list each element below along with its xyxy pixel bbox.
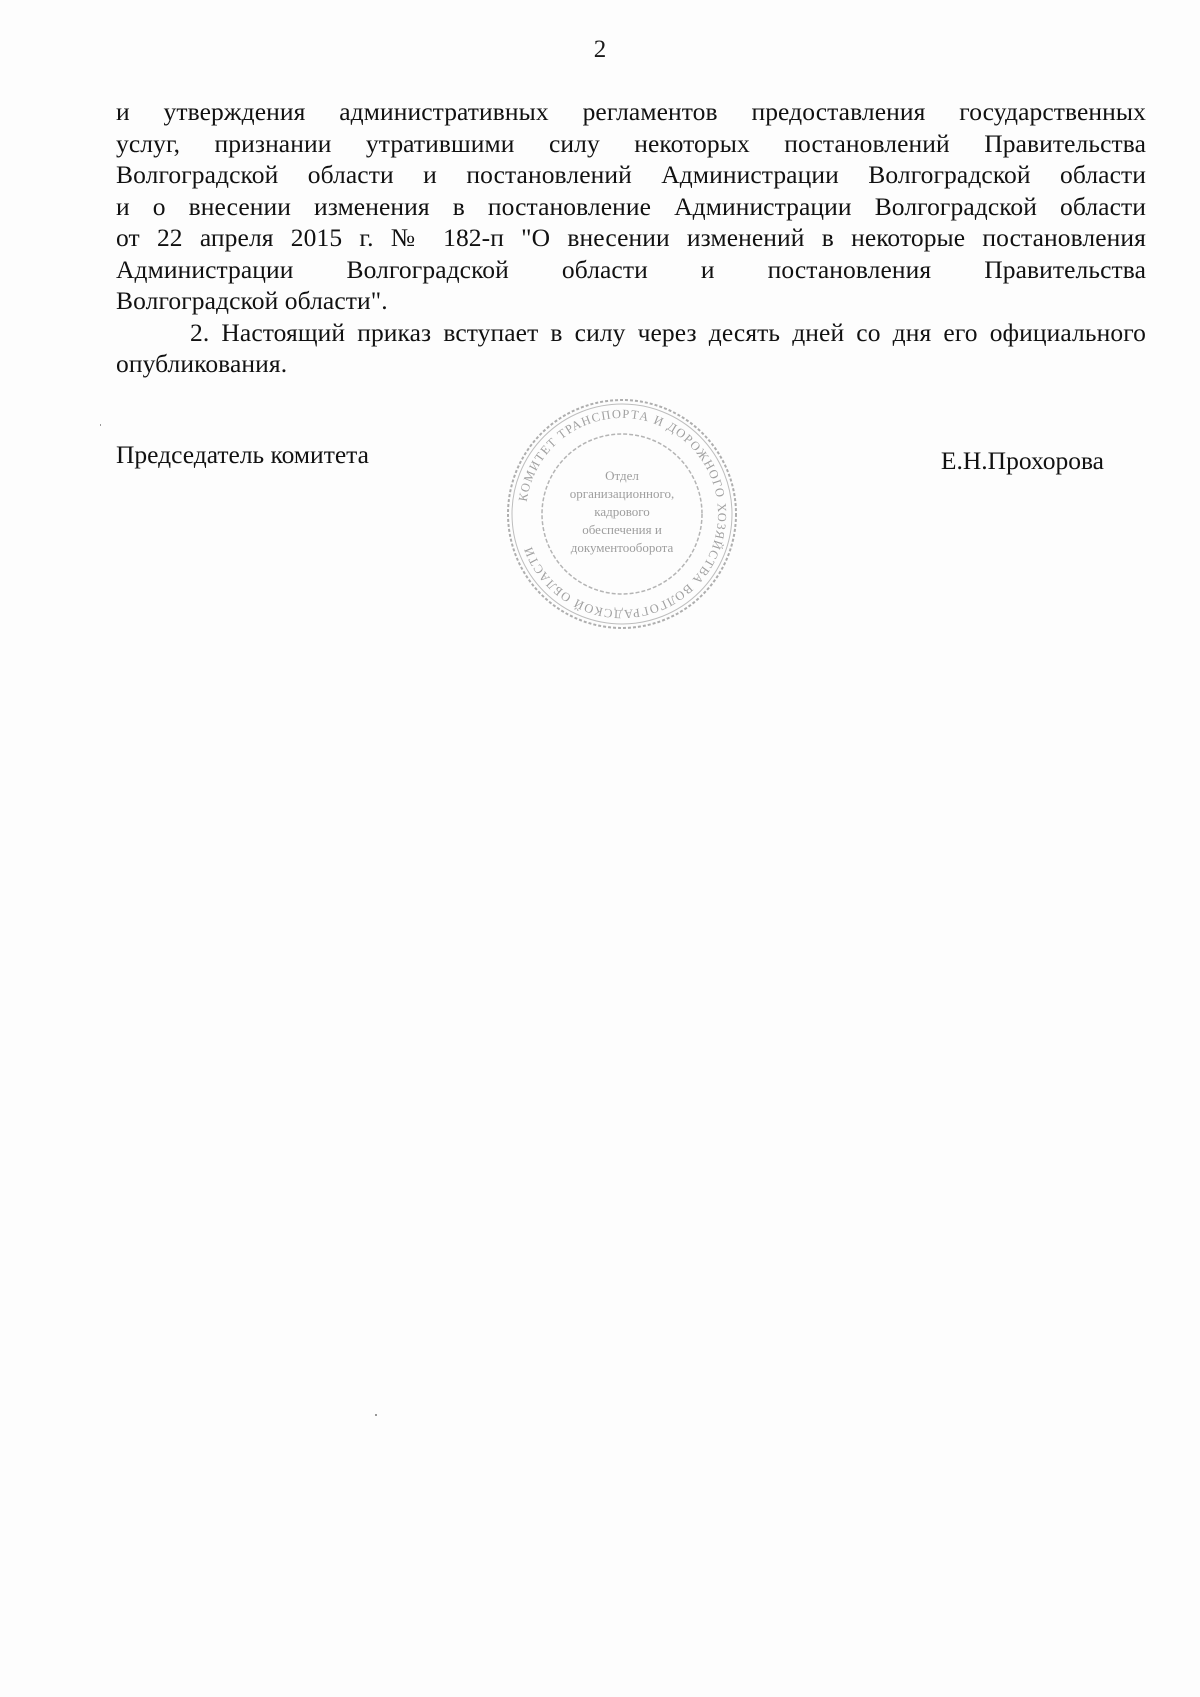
stamp-inner-line: Отдел — [605, 468, 639, 483]
stamp-inner-line: документооборота — [570, 540, 674, 555]
paragraph-1-line: и утверждения административных регламентов предоставления государственных — [116, 97, 1146, 126]
page-number: 2 — [593, 36, 607, 63]
paragraph-1-line: Администрации Волгоградской области и постановления Правительства — [116, 254, 1146, 284]
official-stamp — [504, 396, 740, 632]
signatory-name: Е.Н.Прохорова — [940, 446, 1104, 475]
paragraph-1-line: Волгоградской области и постановлений Администрации Волгоградской области — [116, 160, 1146, 189]
document-body — [116, 96, 1146, 380]
stamp-inner-line: кадрового — [594, 504, 650, 519]
scan-speck — [100, 424, 101, 426]
paragraph-1-line: Волгоградской области". — [116, 286, 388, 315]
stamp-inner-line: обеспечения и — [582, 522, 662, 537]
paragraph-1-line: от 22 апреля 2015 г. № 182-п "О внесении изменений в некоторые постановления — [116, 223, 1146, 252]
scan-speck — [375, 1414, 377, 1416]
signature-title: Председатель комитета — [116, 440, 369, 469]
paragraph-2-line: опубликования. — [116, 349, 288, 378]
stamp-inner-line: организационного, — [569, 486, 675, 501]
paragraph-2-line: 2. Настоящий приказ вступает в силу через десять дней со дня его официального — [190, 317, 1146, 347]
paragraph-1-line: и о внесении изменения в постановление Администрации Волгоградской области — [116, 191, 1146, 221]
paragraph-1-line: услуг, признании утратившими силу некоторых постановлений Правительства — [116, 128, 1146, 158]
stamp-outer-text: КОМИТЕТ ТРАНСПОРТА И ДОРОЖНОГО ХОЗЯЙСТВА ВОЛГОГРАДСКОЙ ОБЛАСТИ — [515, 406, 730, 622]
